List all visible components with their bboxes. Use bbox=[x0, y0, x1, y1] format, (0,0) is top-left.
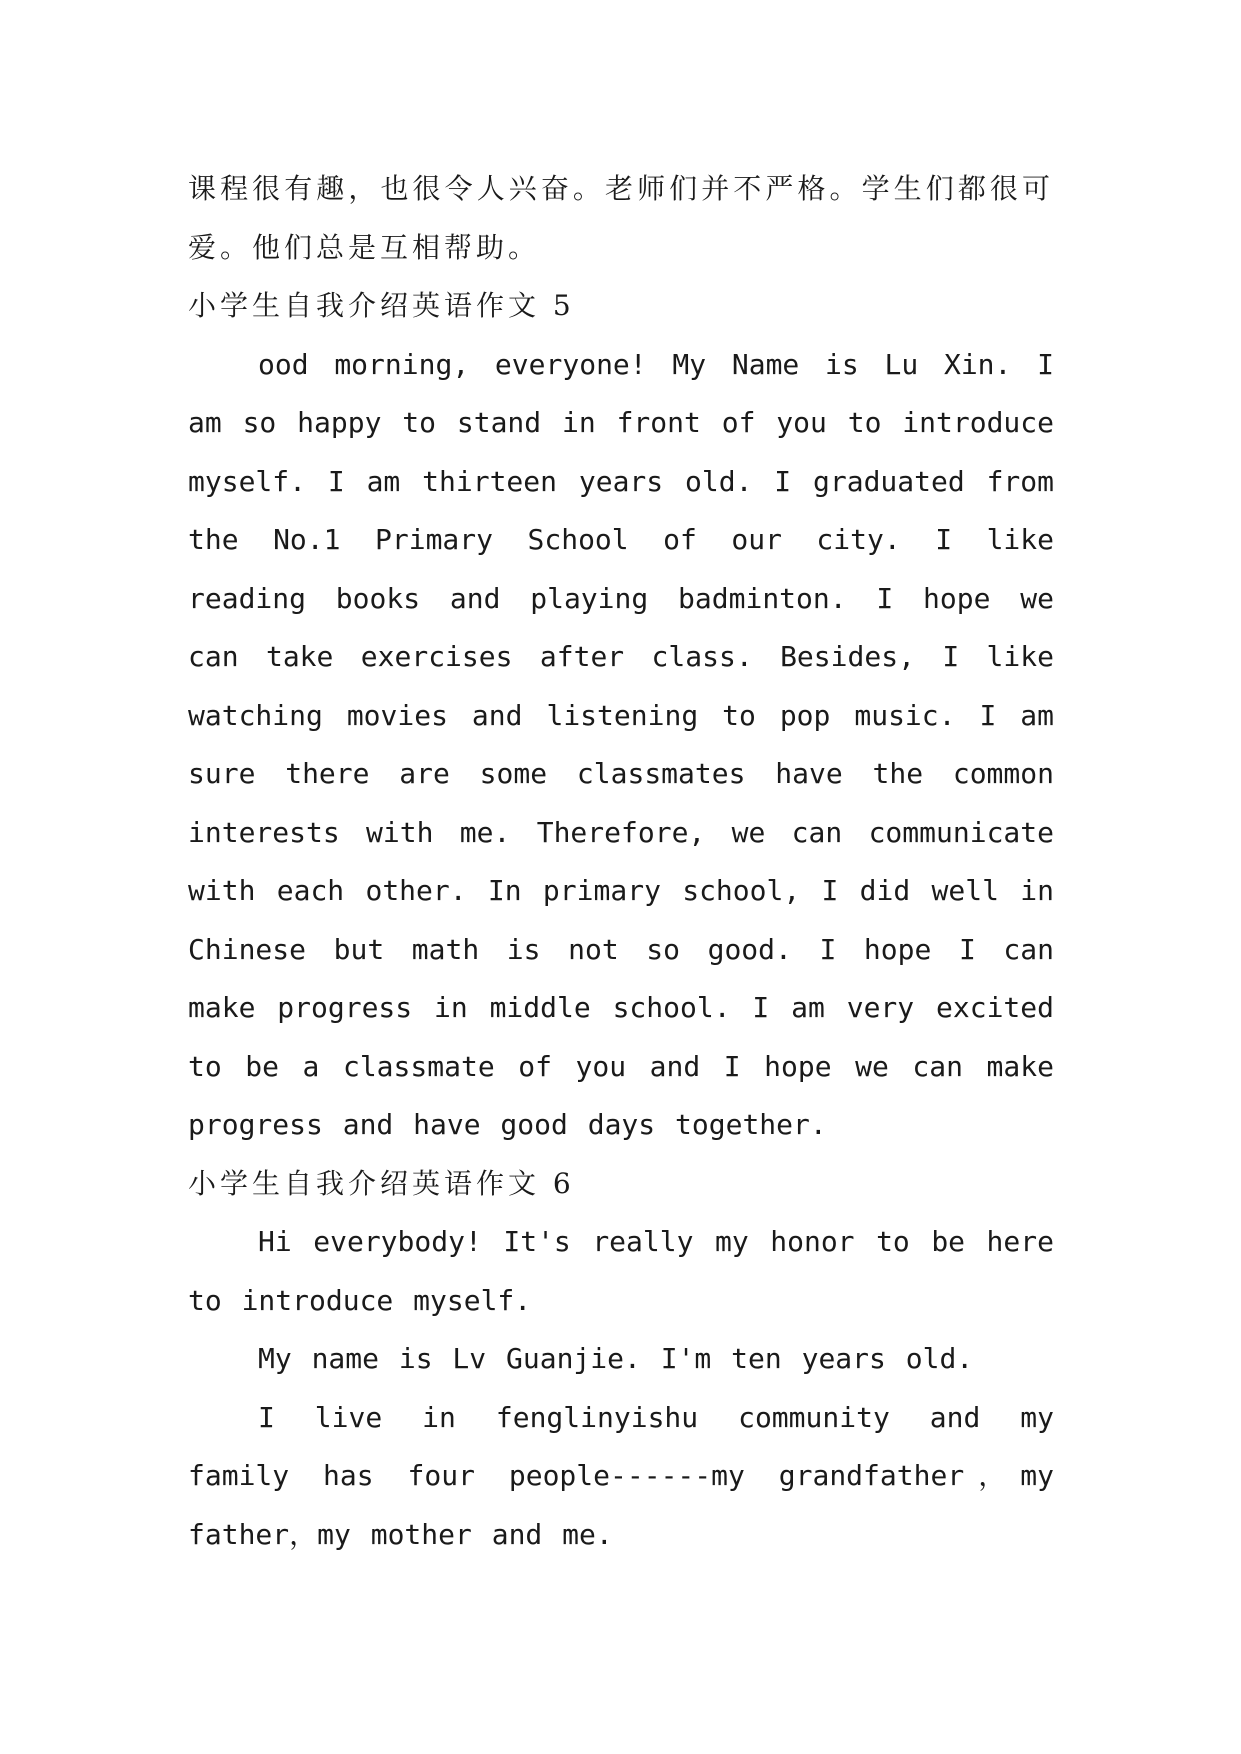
section-heading-5: 小学生自我介绍英语作文 5 bbox=[188, 289, 575, 322]
paragraph-essay-6-intro: Hi everybody! It's really my honor to be here to introduce myself. bbox=[188, 1225, 1054, 1317]
paragraph-essay-6-name: My name is Lv Guanjie. I'm ten years old. bbox=[258, 1342, 974, 1375]
paragraph-essay-6-family: I live in fenglinyishu community and my family has four people------my grandfather，my father，my mother and me. bbox=[188, 1400, 1054, 1551]
section-heading-6: 小学生自我介绍英语作文 6 bbox=[188, 1166, 575, 1200]
paragraph-chinese-intro: 课程很有趣，也很令人兴奋。老师们并不严格。学生们都很可爱。他们总是互相帮助。 bbox=[188, 172, 1054, 264]
paragraph-essay-5: ood morning, everyone! My Name is Lu Xin. I am so happy to stand in front of you to introduce myself. I am thirteen years old. I graduated from the No.1 Primary School of our city. I like reading books and playing badminton. I hope we can take exercises after class. Besides, I like watching movies and listening to pop music. I am sure there are some classmates have the common interests with me. Therefore, we can communicate with each other. In primary school, I did well in Chinese but math is not so good. I hope I can make progress in middle school. I am very excited to be a classmate of you and I hope we can make progress and have good days together. bbox=[188, 347, 1054, 1141]
document-page bbox=[188, 160, 1054, 1564]
